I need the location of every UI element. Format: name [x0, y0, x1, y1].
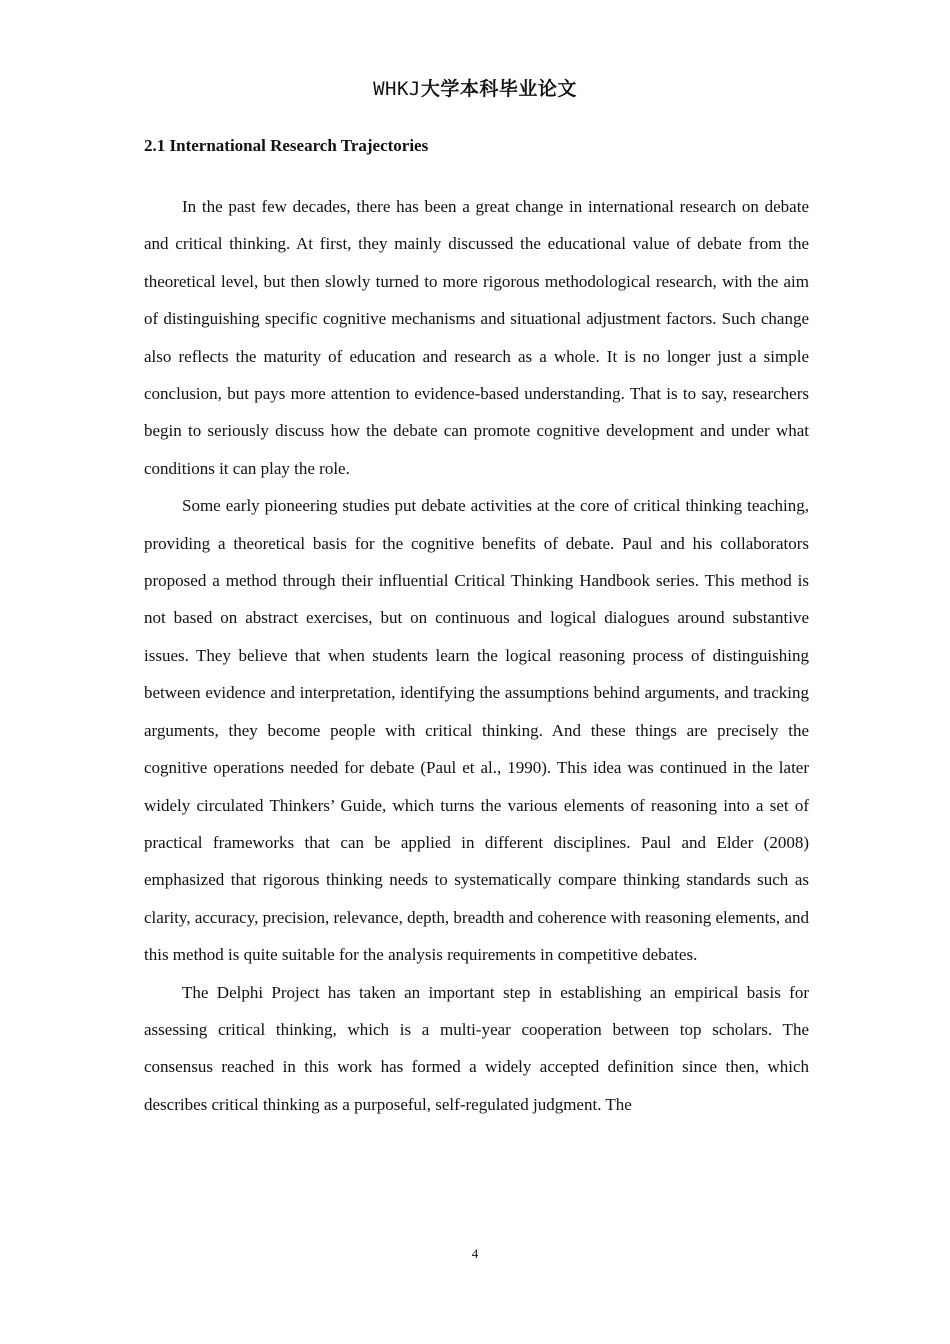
paragraph: In the past few decades, there has been a great change in international research on debate and critical thinking. At first, they mainly discussed the educational value of debate from the theoretical level, but then slowly turned to more rigorous methodological research, with the aim of distinguishing specific cognitive mechanisms and situational adjustment factors. Such change also reflects the maturity of education and research as a whole. It is no longer just a simple conclusion, but pays more attention to evidence-based understanding. That is to say, researchers begin to seriously discuss how the debate can promote cognitive development and under what conditions it can play the role. — [144, 197, 809, 478]
paragraph: The Delphi Project has taken an important step in establishing an empirical basis for assessing critical thinking, which is a multi-year cooperation between top scholars. The consensus reached in this work has formed a widely accepted definition since then, which describes critical thinking as a purposeful, self-regulated judgment. The — [144, 982, 809, 1114]
body-text — [144, 188, 809, 1123]
paragraph: Some early pioneering studies put debate activities at the core of critical thinking teaching, providing a theoretical basis for the cognitive benefits of debate. Paul and his collaborators proposed a method through their influential Critical Thinking Handbook series. This method is not based on abstract exercises, but on continuous and logical dialogues around substantive issues. They believe that when students learn the logical reasoning process of distinguishing between evidence and interpretation, identifying the assumptions behind arguments, and tracking arguments, they become people with critical thinking. And these things are precisely the cognitive operations needed for debate (Paul et al., 1990). This idea was continued in the later widely circulated Thinkers’ Guide, which turns the various elements of reasoning into a set of practical frameworks that can be applied in different disciplines. Paul and Elder (2008) emphasized that rigorous thinking needs to systematically compare thinking standards such as clarity, accuracy, precision, relevance, depth, breadth and coherence with reasoning elements, and this method is quite suitable for the analysis requirements in competitive debates. — [144, 496, 809, 965]
header-title: 大学本科毕业论文 — [420, 78, 577, 100]
section-heading: 2.1 International Research Trajectories — [144, 136, 429, 155]
page-number: 4 — [471, 1246, 479, 1261]
page-header — [0, 74, 950, 101]
header-latin: WHKJ — [373, 78, 421, 100]
